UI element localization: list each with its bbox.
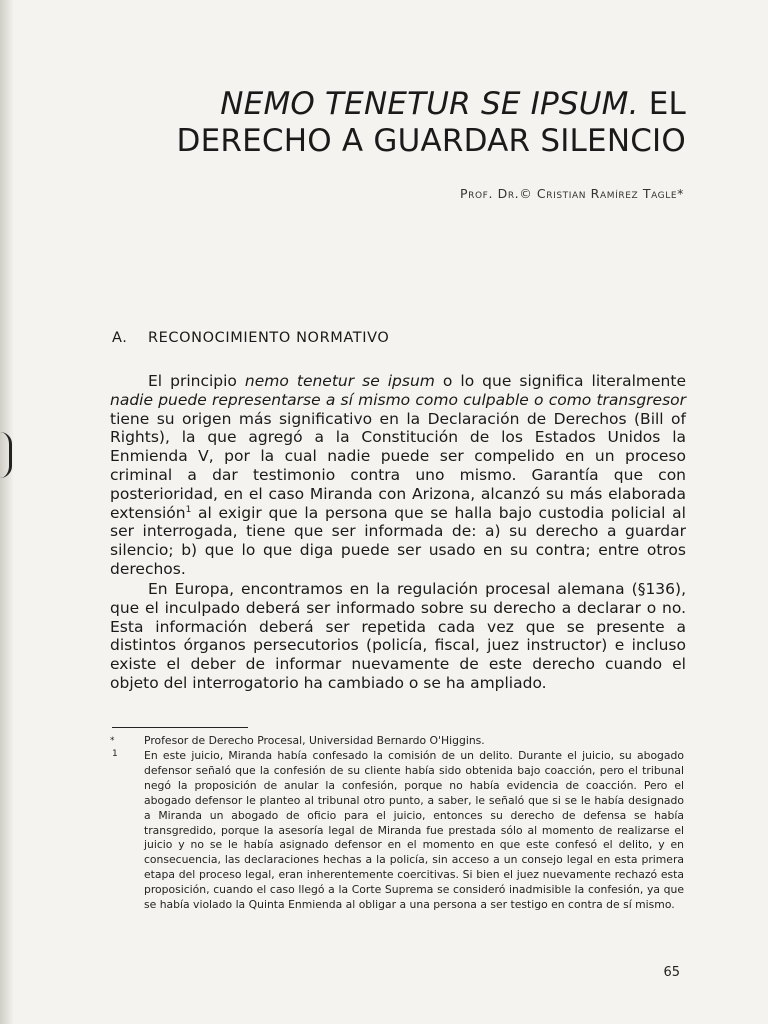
footnote-author-text: Profesor de Derecho Procesal, Universidad Bernardo O'Higgins. <box>144 734 485 747</box>
page-left-edge-shadow <box>0 0 14 1024</box>
section-title: RECONOCIMIENTO NORMATIVO <box>148 330 390 346</box>
footnote-author <box>110 734 684 749</box>
section-heading <box>112 330 389 346</box>
footnote-1-text: En este juicio, Miranda había confesado la comisión de un delito. Durante el juicio, su abogado defensor señaló que la confesión de su cliente había sido obtenida bajo coacción, pero el tribunal negó la proposición de anular la confesión, porque no había evidencia de coacción. Pero el abogado defensor le planteo al tribunal otro punto, a saber, le señaló que si se le había designado a Miranda un abogado de oficio para el juicio, entonces su derecho de defensa se había transgredido, porque la asesoría legal de Miranda fue prestada sólo al momento de realizarse el juicio y no se le había asignado defensor en el momento en que este confesó el delito, y en consecuencia, las declaraciones hechas a la policía, sin acceso a un consejo legal en esta primera etapa del proceso legal, eran inherentemente coercitivas. Si bien el juez nuevamente rechazó esta proposición, cuando el caso llegó a la Corte Suprema se consideró inadmisible la confesión, ya que se había violado la Quinta Enmienda al obligar a una persona a ser testigo en contra de sí mismo. <box>144 749 684 912</box>
page-number: 65 <box>663 965 680 980</box>
paragraph-2: En Europa, encontramos en la regulación procesal alemana (§136), que el inculpado deberá ser informado sobre su derecho a declarar o no. Esta información deberá ser repetida cada vez que se presente a distintos órganos persecutorios (policía, fiscal, juez instructor) e incluso existe el deber de informar nuevamente de este derecho cuando el objeto del interrogatorio ha cambiado o se ha ampliado. <box>110 580 686 692</box>
title-line-1-rest: EL <box>638 86 686 122</box>
p1-italic-latin: nemo tenetur se ipsum <box>244 372 435 390</box>
section-letter: A. <box>112 330 128 346</box>
p1-text-d: al exigir que la persona que se halla bajo custodia policial al ser interrogada, tiene que ser informada de: a) su derecho a guardar silencio; b) que lo que diga puede ser usado en su contra; entre otros derechos. <box>110 503 686 578</box>
p1-italic-translation: nadie puede representarse a sí mismo como culpable o como transgresor <box>110 390 686 409</box>
author-line: Prof. Dr.© Cristian Ramírez Tagle* <box>460 186 684 201</box>
title-latin-phrase: NEMO TENETUR SE IPSUM. <box>220 86 639 122</box>
footnote-reference-1: 1 <box>185 504 192 515</box>
title-line-1 <box>177 86 687 123</box>
p1-text-b: o lo que significa literalmente <box>434 372 686 390</box>
article-title <box>177 86 687 160</box>
footnote-asterisk: * <box>110 736 115 746</box>
footnote-separator <box>112 727 248 728</box>
binding-mark <box>0 432 12 478</box>
paragraph-1 <box>110 372 686 579</box>
footnote-1-number: 1 <box>112 749 118 759</box>
title-line-2: DERECHO A GUARDAR SILENCIO <box>176 123 686 159</box>
p1-text-a: El principio <box>148 372 245 390</box>
p1-text-c: tiene su origen más significativo en la Declaración de Derechos (Bill of Rights), la que agregó a la Constitución de los Estados Unidos la Enmienda V, por la cual nadie puede ser compelido en un proceso criminal a dar testimonio contra uno mismo. Garantía que con posterioridad, en el caso Miranda con Arizona, alcanzó su más elaborada extensión <box>110 409 686 522</box>
footnote-1 <box>110 749 684 913</box>
